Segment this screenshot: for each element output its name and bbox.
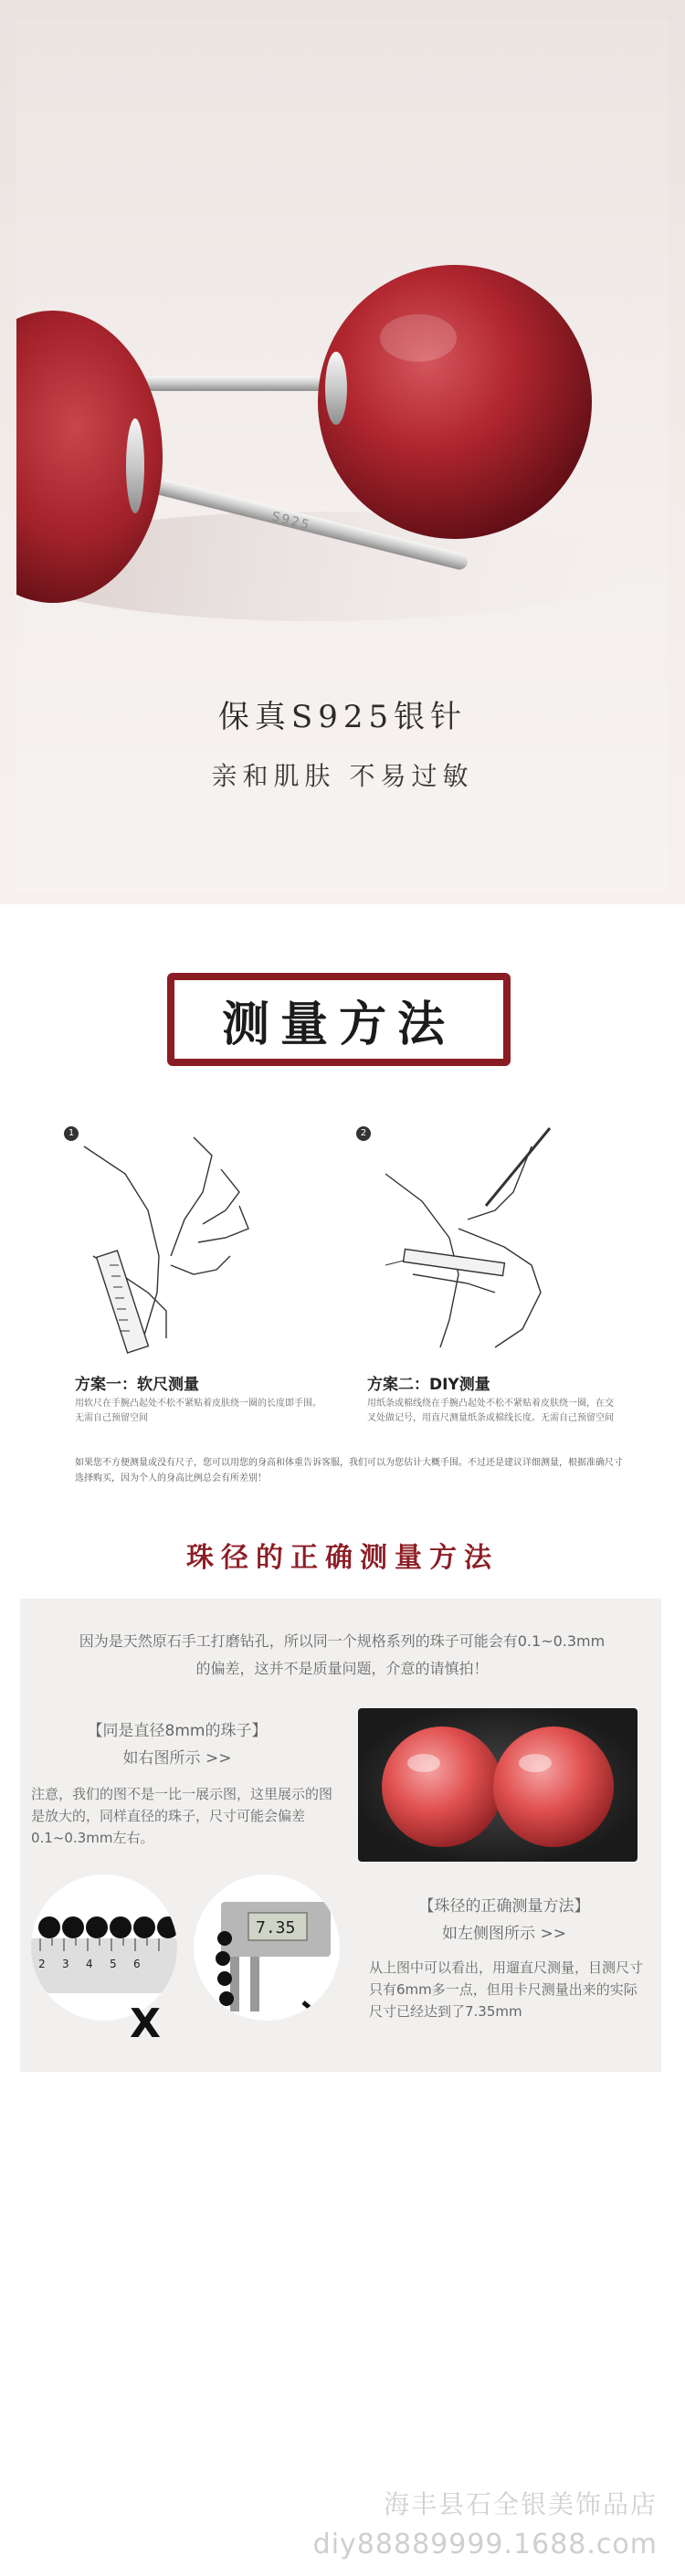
right-bead [318,265,592,539]
ruler-drawing [31,1874,177,2021]
hero-title: 保真S925银针 [217,699,468,735]
left-title-line-2: 如右图所示 >> [122,1749,232,1768]
hero-subtitle: 亲和肌肤 不易过敏 [211,761,474,791]
step-2-badge: 2 [356,1126,371,1141]
measurement-note: 如果您不方便测量或没有尺子，您可以用您的身高和体重告诉客服，我们可以为您估计大概手围。不过还是建议详细测量，根据准确尺寸选择购买，因为个人的身高比例总会有所差别！ [75,1458,623,1483]
ruler-num-6: 6 [133,1958,141,1970]
s925-stamp: S925 [269,509,312,533]
ruler-num-2: 2 [38,1958,46,1970]
banner-title: 测量方法 [221,996,456,1052]
step-1-badge: 1 [64,1126,79,1141]
right-block-text: 从上图中可以看出，用遛直尺测量，目测尺寸只有6mm多一点，但用卡尺测量出来的实际尺寸已经达到了7.35mm [369,1959,644,2020]
left-block-text: 注意，我们的图不是一比一展示图，这里展示的图是放大的，同样直径的珠子，尺寸可能会偏差0.1~0.3mm左右。 [31,1786,333,1846]
caliper-reading: 7.35 [256,1918,296,1937]
strawberry-quartz-beads-photo [358,1708,638,1862]
hand-with-tape [84,1137,248,1353]
right-block-title [367,1893,641,1948]
back-pin [117,376,345,391]
right-bead-cap [325,352,347,425]
panel-intro-text: 因为是天然原石手工打磨钻孔，所以同一个规格系列的珠子可能会有0.1~0.3mm的偏差，这并不是质量问题，介意的请慎拍！ [79,1632,606,1677]
bead-diameter-heading: 珠径的正确测量方法 [186,1542,499,1574]
left-bead-cap [126,418,144,513]
plan-2-title: 方案二：DIY测量 [367,1376,490,1394]
caliper-measure-circle [194,1874,340,2021]
hero-photo-frame [16,18,669,891]
wrong-method-mark: X [130,2001,161,2047]
check-mark [303,1990,332,2011]
hand-drawings [57,1119,628,1375]
ruler-measure-circle [31,1874,177,2021]
ruler-num-5: 5 [110,1958,117,1970]
hero-product-photo [0,0,685,904]
plan-1-text: 用软尺在手腕凸起处不松不紧贴着皮肤绕一圈的长度即手围。无需自己预留空间 [75,1399,321,1423]
left-title-line-1: 【同是直径8mm的珠子】 [87,1722,268,1740]
shop-name-watermark: 海丰县石全银美饰品店 [383,2489,658,2519]
left-block-title [31,1717,323,1772]
plan-1-title: 方案一：软尺测量 [75,1376,199,1394]
measurement-illustrations [57,1119,628,1494]
bead-size-panel [20,1599,661,2072]
measure-method-banner [167,973,511,1066]
right-title-line-2: 如左侧图所示 >> [442,1925,566,1943]
right-bead-highlight [380,314,457,362]
plan-2-text: 用纸条或棉线绕在手腕凸起处不松不紧贴着皮肤绕一圈，在交叉处做记号，用直尺测量纸条或棉线长度。无需自己预留空间 [367,1399,614,1423]
bead-pair [358,1708,638,1862]
ruler-num-3: 3 [62,1958,69,1970]
hand-with-pen [385,1128,550,1347]
right-title-line-1: 【珠径的正确测量方法】 [418,1897,590,1916]
bead-right [493,1726,614,1847]
shop-url-watermark: diy88889999.1688.com [312,2528,658,2560]
ruler-num-4: 4 [86,1958,93,1970]
bead-left [382,1726,502,1847]
caliper-drawing [194,1874,340,2021]
